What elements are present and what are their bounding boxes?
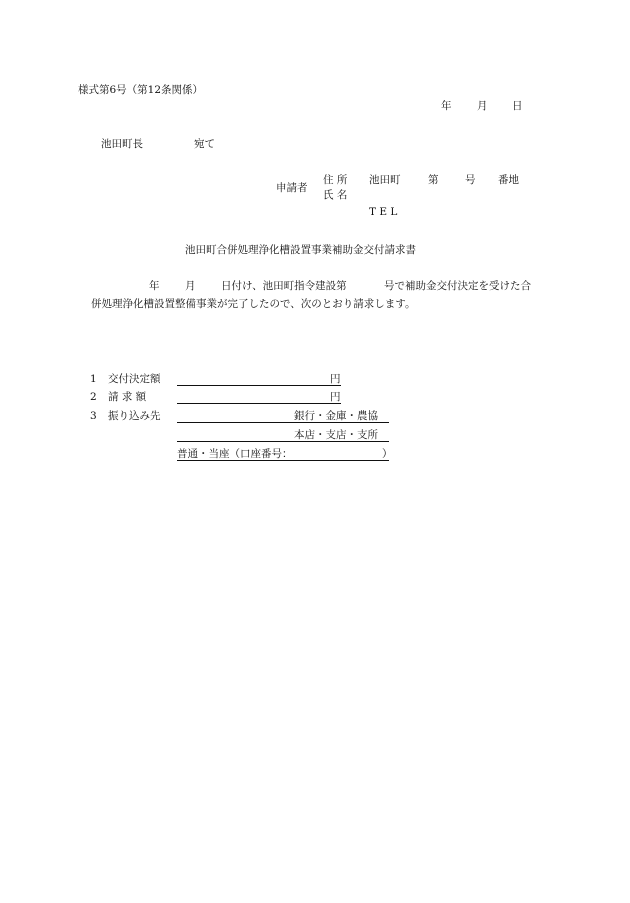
item-number: 3 [90, 410, 97, 422]
date-month: 月 [477, 100, 488, 112]
addressee-name: 池田町長 [101, 138, 143, 150]
date-year: 年 [441, 100, 452, 112]
amount-line[interactable] [177, 373, 341, 386]
addressee-suffix: 宛て [194, 138, 215, 150]
tel-label: T E L [369, 206, 398, 218]
address-dai: 第 [428, 174, 439, 186]
address-label: 住 所 [323, 174, 348, 186]
body-line2: 併処理浄化槽設置整備事業が完了したので、次のとおり請求します。 [91, 298, 416, 310]
item-label: 振り込み先 [108, 410, 161, 422]
address-banchi: 番地 [498, 174, 519, 186]
item-label: 請 求 額 [108, 391, 147, 403]
applicant-label: 申請者 [276, 182, 308, 194]
amount-line[interactable] [177, 391, 341, 404]
address-value: 池田町 [369, 174, 401, 186]
date-day: 日 [512, 100, 523, 112]
account-type-label: 普通・当座（口座番号： [177, 448, 293, 460]
item-label: 交付決定額 [108, 373, 161, 385]
item-number: 1 [90, 373, 97, 385]
name-label: 氏 名 [323, 189, 348, 201]
address-go: 号 [465, 174, 476, 186]
body-line1-rest: 日付け、池田町指令建設第 [221, 280, 347, 292]
form-number: 様式第6号（第12条関係） [78, 84, 204, 96]
document-title: 池田町合併処理浄化槽設置事業補助金交付請求書 [185, 244, 416, 256]
item-number: 2 [90, 391, 97, 403]
body-month: 月 [185, 280, 196, 292]
item-suffix: 銀行・金庫・農協 [294, 410, 378, 422]
branch-options: 本店・支店・支所 [294, 429, 378, 441]
item-suffix: 円 [330, 391, 341, 403]
body-line1-go: 号で補助金交付決定を受けた合 [384, 280, 531, 292]
item-suffix: 円 [330, 373, 341, 385]
body-year: 年 [149, 280, 160, 292]
account-close-paren: ） [382, 448, 393, 460]
